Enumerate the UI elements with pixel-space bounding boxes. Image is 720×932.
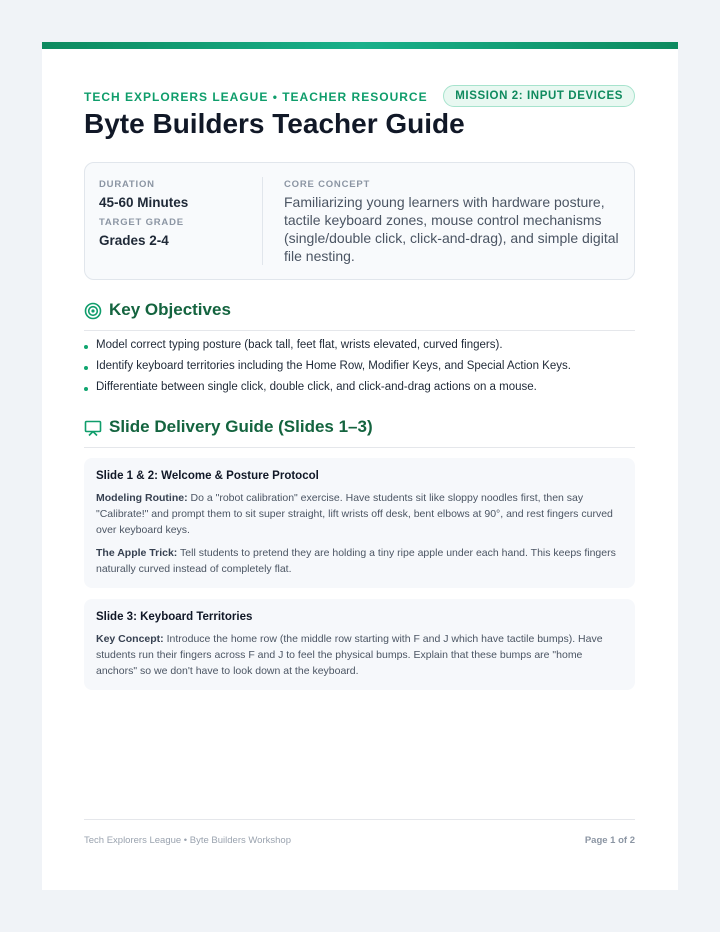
objectives-section-header	[84, 300, 635, 331]
paragraph-text: Do a "robot calibration" exercise. Have students sit like sloppy noodles first, then say "Calibrate!" and prompt them to sit super straight, lift wrists off desk, bent elbows at 90°, and rest fingers curved over keyboard keys.	[96, 492, 613, 536]
footer-divider	[84, 819, 635, 820]
eyebrow-label: TECH EXPLORERS LEAGUE • TEACHER RESOURCE	[84, 90, 428, 104]
delivery-heading: Slide Delivery Guide (Slides 1–3)	[109, 417, 373, 436]
slide-card-3	[84, 599, 635, 690]
slide-card-1-2	[84, 458, 635, 588]
slide-paragraph	[96, 631, 624, 679]
paragraph-lead: Key Concept:	[96, 633, 164, 645]
slide-card-title: Slide 1 & 2: Welcome & Posture Protocol	[96, 470, 319, 482]
delivery-section-header	[84, 417, 635, 448]
objective-item: Differentiate between single click, double click, and click-and-drag actions on a mouse.	[84, 381, 635, 402]
objective-item: Model correct typing posture (back tall, feet flat, wrists elevated, curved fingers).	[84, 339, 635, 360]
objective-item: Identify keyboard territories including the Home Row, Modifier Keys, and Special Action Keys.	[84, 360, 635, 381]
document-page	[42, 42, 678, 890]
paragraph-lead: Modeling Routine:	[96, 492, 188, 504]
objectives-list	[84, 339, 635, 402]
summary-card	[84, 162, 635, 280]
presentation-icon	[84, 419, 102, 437]
duration-value: 45-60 Minutes	[99, 195, 189, 210]
target-icon	[84, 302, 102, 320]
slide-card-title: Slide 3: Keyboard Territories	[96, 611, 253, 623]
slide-paragraph	[96, 545, 624, 577]
paragraph-lead: The Apple Trick:	[96, 547, 178, 559]
accent-top-bar	[42, 42, 678, 49]
duration-label: DURATION	[99, 179, 155, 190]
objectives-heading: Key Objectives	[109, 300, 231, 319]
mission-badge: MISSION 2: INPUT DEVICES	[443, 85, 635, 107]
page-number: Page 1 of 2	[584, 835, 635, 846]
target-grade-value: Grades 2-4	[99, 233, 169, 248]
core-concept-label: CORE CONCEPT	[284, 179, 371, 190]
summary-divider	[262, 177, 263, 265]
paragraph-text: Tell students to pretend they are holding a tiny ripe apple under each hand. This keeps fingers naturally curved instead of completely flat.	[96, 547, 616, 575]
core-concept-text: Familiarizing young learners with hardware posture, tactile keyboard zones, mouse control mechanisms (single/double click, click-and-drag), and simple digital file nesting.	[284, 194, 619, 264]
paragraph-text: Introduce the home row (the middle row starting with F and J which have tactile bumps). Have students run their fingers across F and J to feel the physical bumps. Explain that these bumps are "home anchors" so we don't have to look down at the keyboard.	[96, 633, 603, 677]
footer-text: Tech Explorers League • Byte Builders Workshop	[84, 835, 291, 846]
target-grade-label: TARGET GRADE	[99, 217, 184, 228]
slide-paragraph	[96, 490, 624, 538]
page-title: Byte Builders Teacher Guide	[84, 108, 465, 139]
